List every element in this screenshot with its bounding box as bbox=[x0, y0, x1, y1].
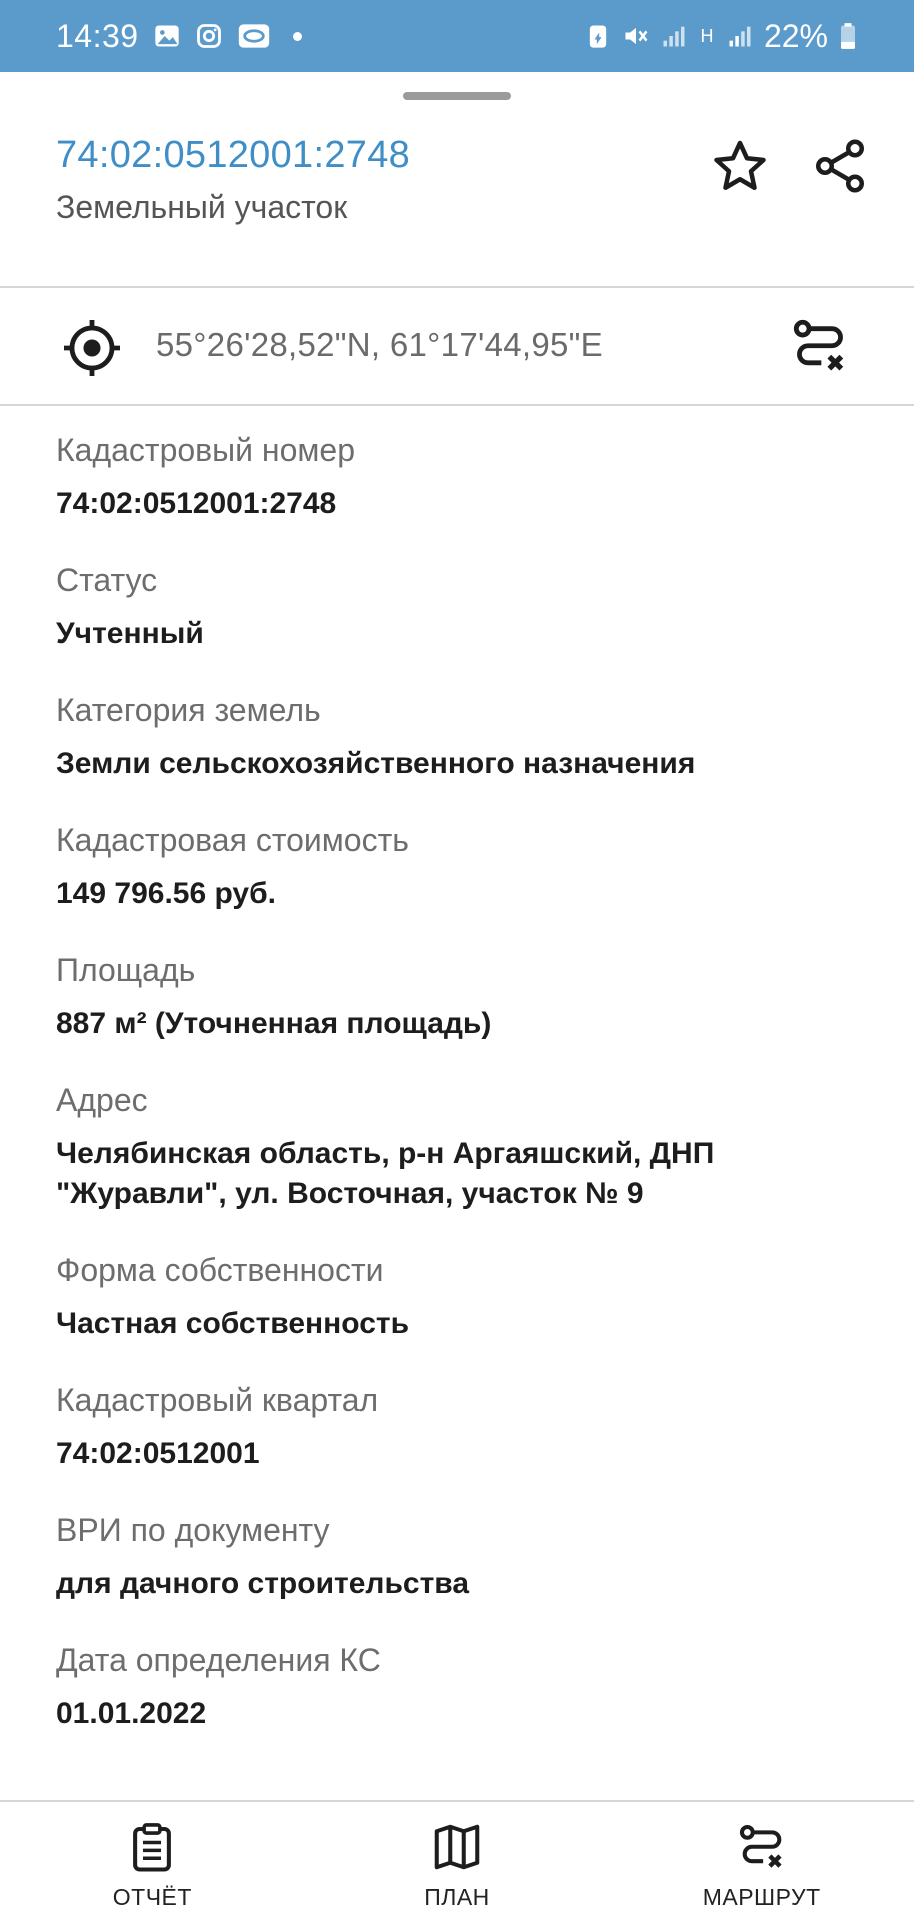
network-type: H bbox=[700, 26, 714, 46]
field-cadastral-quarter bbox=[56, 1380, 866, 1474]
field-ownership-form bbox=[56, 1250, 866, 1344]
field-value[interactable]: 74:02:0512001 bbox=[56, 1437, 260, 1470]
field-label: Дата определения КС bbox=[56, 1642, 381, 1678]
field-label: Форма собственности bbox=[56, 1252, 384, 1288]
field-value: 887 м² (Уточненная площадь) bbox=[56, 1007, 492, 1040]
object-header bbox=[56, 134, 856, 244]
app-icon bbox=[237, 22, 271, 50]
nav-plan-label: ПЛАН bbox=[424, 1884, 490, 1910]
field-value: 149 796.56 руб. bbox=[56, 877, 276, 910]
field-label: Кадастровая стоимость bbox=[56, 822, 409, 858]
status-bar bbox=[0, 0, 914, 72]
field-label: Кадастровый номер bbox=[56, 432, 355, 468]
star-icon bbox=[710, 136, 770, 196]
field-value: Частная собственность bbox=[56, 1307, 410, 1340]
gps-target-icon bbox=[60, 316, 124, 380]
coordinates-text[interactable]: 55°26'28,52"N, 61°17'44,95"E bbox=[156, 326, 603, 363]
gallery-icon bbox=[153, 22, 181, 50]
field-value: Земли сельскохозяйственного назначения bbox=[56, 747, 696, 780]
coordinates-row[interactable] bbox=[0, 288, 914, 404]
route-icon[interactable] bbox=[788, 314, 852, 378]
nav-route-button[interactable] bbox=[609, 1802, 914, 1920]
field-value[interactable]: 74:02:0512001:2748 bbox=[56, 487, 337, 520]
field-land-category bbox=[56, 690, 866, 784]
field-value: 01.01.2022 bbox=[56, 1697, 207, 1730]
bottom-navigation bbox=[0, 1800, 914, 1920]
field-address bbox=[56, 1080, 866, 1214]
cadastral-number-title[interactable]: 74:02:0512001:2748 bbox=[56, 134, 411, 176]
battery-saver-icon bbox=[584, 22, 612, 50]
field-area bbox=[56, 950, 866, 1044]
field-cadastral-value bbox=[56, 820, 866, 914]
map-icon bbox=[430, 1820, 484, 1874]
battery-percent: 22% bbox=[763, 17, 828, 54]
share-button[interactable] bbox=[808, 134, 872, 198]
field-label: Категория земель bbox=[56, 692, 321, 728]
share-icon bbox=[810, 136, 870, 196]
field-cadastral-number bbox=[56, 430, 866, 524]
field-value: для дачного строительства bbox=[56, 1567, 469, 1600]
divider bbox=[0, 404, 914, 406]
sheet-drag-handle[interactable] bbox=[403, 92, 511, 100]
field-label: Статус bbox=[56, 562, 158, 598]
field-label: ВРИ по документу bbox=[56, 1512, 330, 1548]
route-icon bbox=[735, 1820, 789, 1874]
property-fields bbox=[56, 430, 866, 1770]
field-value: Учтенный bbox=[56, 617, 204, 650]
mute-icon bbox=[622, 22, 650, 50]
nav-report-label: ОТЧЁТ bbox=[112, 1884, 192, 1910]
object-type-subtitle: Земельный участок bbox=[56, 189, 348, 225]
field-valuation-date bbox=[56, 1640, 866, 1734]
field-label: Кадастровый квартал bbox=[56, 1382, 379, 1418]
nav-plan-button[interactable] bbox=[305, 1802, 610, 1920]
battery-icon bbox=[838, 22, 858, 50]
field-label: Площадь bbox=[56, 952, 196, 988]
status-time: 14:39 bbox=[56, 17, 139, 54]
field-value: Челябинская область, р-н Аргаяшский, ДНП "Журавли", ул. Восточная, участок № 9 bbox=[56, 1137, 715, 1210]
field-permitted-use bbox=[56, 1510, 866, 1604]
instagram-icon bbox=[195, 22, 223, 50]
field-status bbox=[56, 560, 866, 654]
notification-dot bbox=[293, 32, 302, 41]
signal-icon bbox=[660, 22, 688, 50]
clipboard-icon bbox=[125, 1820, 179, 1874]
nav-report-button[interactable] bbox=[0, 1802, 305, 1920]
signal-icon-2 bbox=[726, 22, 754, 50]
favorite-button[interactable] bbox=[708, 134, 772, 198]
field-label: Адрес bbox=[56, 1082, 148, 1118]
nav-route-label: МАРШРУТ bbox=[702, 1884, 821, 1910]
